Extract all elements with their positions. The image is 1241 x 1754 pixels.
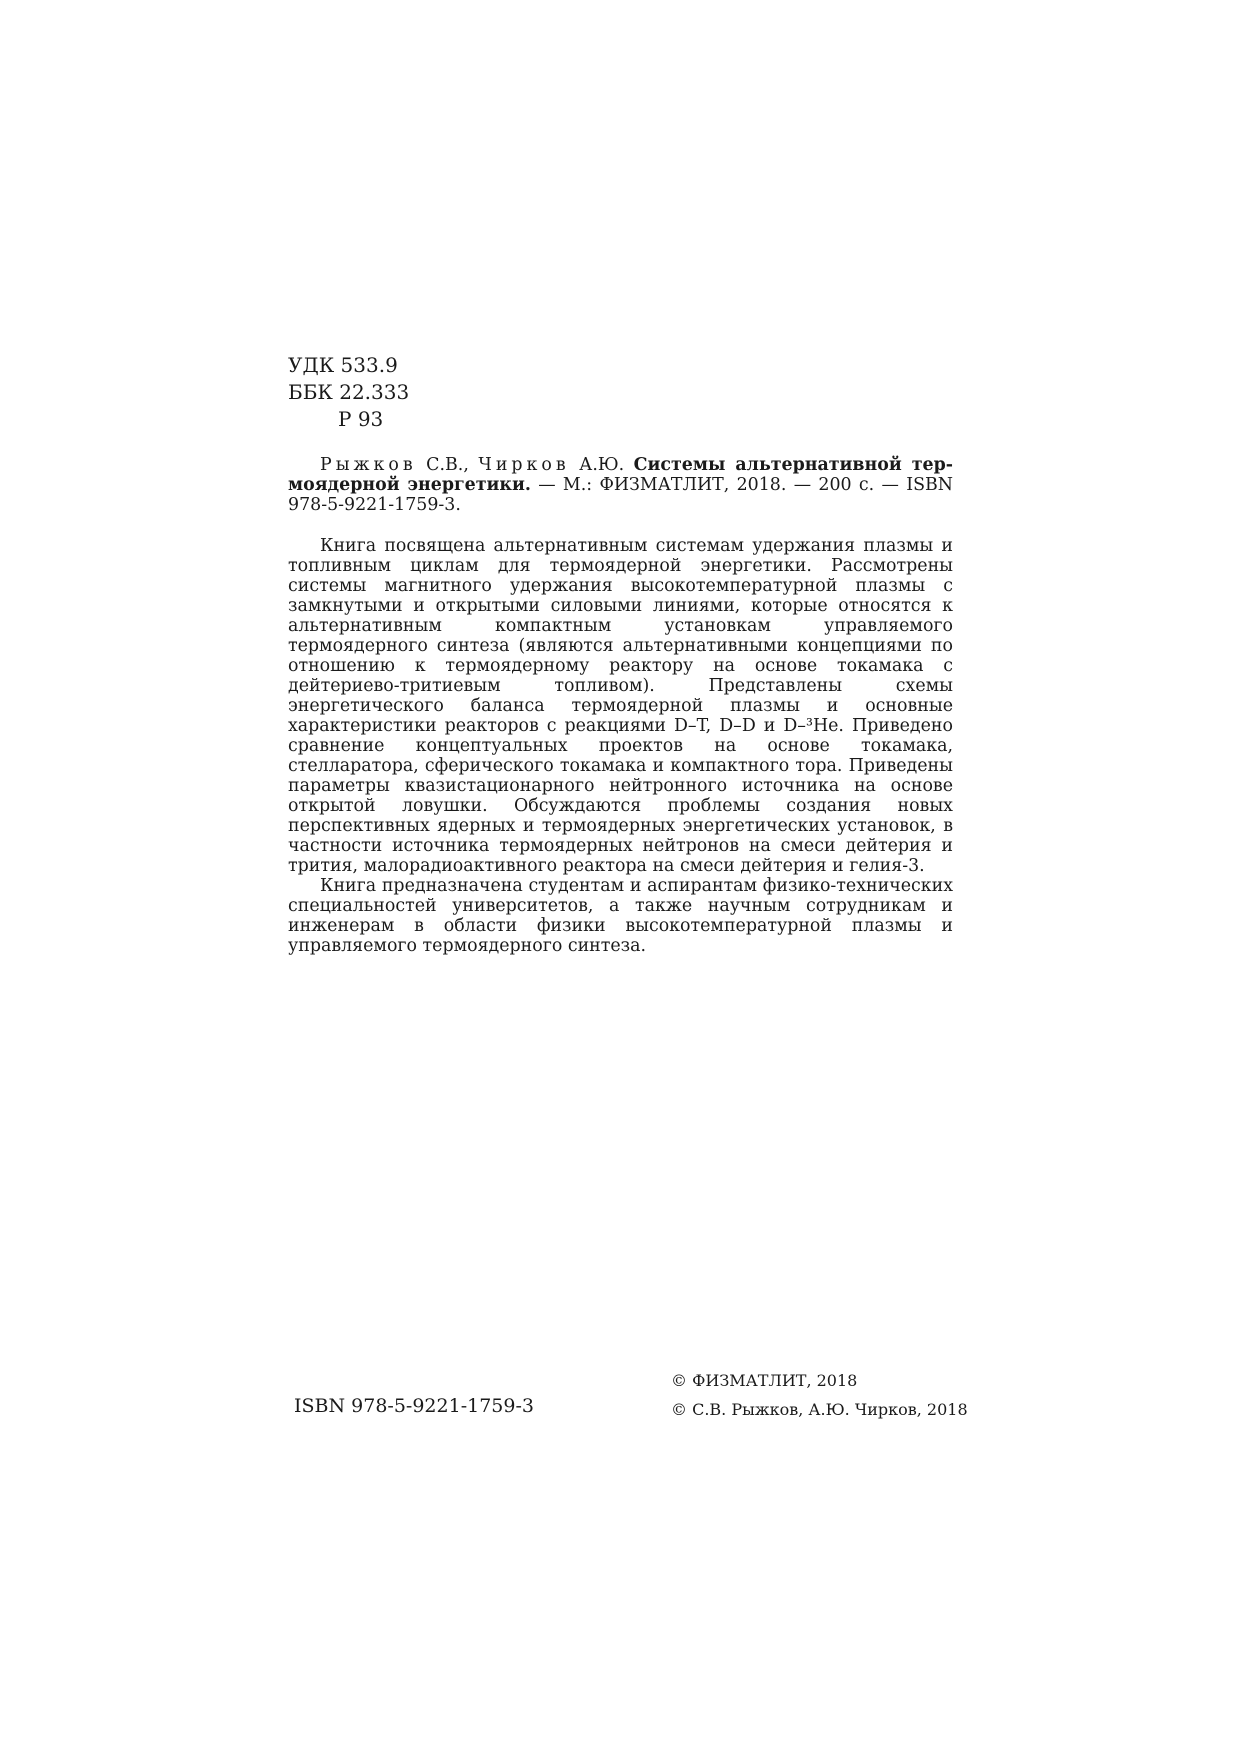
- isbn-footer: ISBN 978-5-9221-1759-3: [294, 1395, 534, 1417]
- classification-block: [288, 352, 409, 433]
- annotation-paragraph-2: Книга предназначена студентам и аспирантам физико-технических специальностей университетов, а также научным сотрудникам и инженерам в области физики высокотемпературной плазмы и управляемого термоядерного синтеза.: [288, 876, 953, 956]
- book-title: Системы альтернативной термоядерной энергетики.: [288, 455, 953, 495]
- copyright-authors: © С.В. Рыжков, А.Ю. Чирков, 2018: [671, 1400, 968, 1419]
- author-2-initials: А.Ю.: [569, 455, 634, 475]
- bibliographic-record: [288, 455, 953, 515]
- bibliographic-entry: [288, 455, 953, 515]
- copyright-block: [671, 1366, 968, 1424]
- copyright-publisher: © ФИЗМАТЛИТ, 2018: [671, 1371, 858, 1390]
- udk-code: УДК 533.9: [288, 353, 398, 377]
- bbk-code: ББК 22.333: [288, 380, 410, 404]
- author-1-initials: С.В.,: [416, 455, 479, 475]
- annotation-paragraph-1: Книга посвящена альтернативным системам удержания плазмы и топливным циклам для термоядерной энергетики. Рассмотрены системы магнитного удержания высокотемпературной плазмы с замкнутыми и открытыми силовыми линиями, которые относятся к альтернативным компактным установкам управляемого термоядерного синтеза (являются альтернативными концепциями по отношению к термоядерному реактору на основе токамака с дейтериево-тритиевым топливом). Представлены схемы энергетического баланса термоядерной плазмы и основные характеристики реакторов с реакциями D–T, D–D и D–³He. Приведено сравнение концептуальных проектов на основе токамака, стелларатора, сферического токамака и компактного тора. Приведены параметры квазистационарного нейтронного источника на основе открытой ловушки. Обсуждаются проблемы создания новых перспективных ядерных и термоядерных энергетических установок, в частности источника термоядерных нейтронов на смеси дейтерия и трития, малорадиоактивного реактора на смеси дейтерия и гелия-3.: [288, 536, 953, 876]
- author-mark: Р 93: [338, 407, 384, 431]
- annotation-block: [288, 536, 953, 956]
- imprint: — М.: ФИЗМАТЛИТ, 2018. — 200 с. — ISBN 978-5-9221-1759-3.: [288, 475, 953, 515]
- author-2-surname: Чирков: [478, 455, 570, 475]
- author-1-surname: Рыжков: [320, 455, 417, 475]
